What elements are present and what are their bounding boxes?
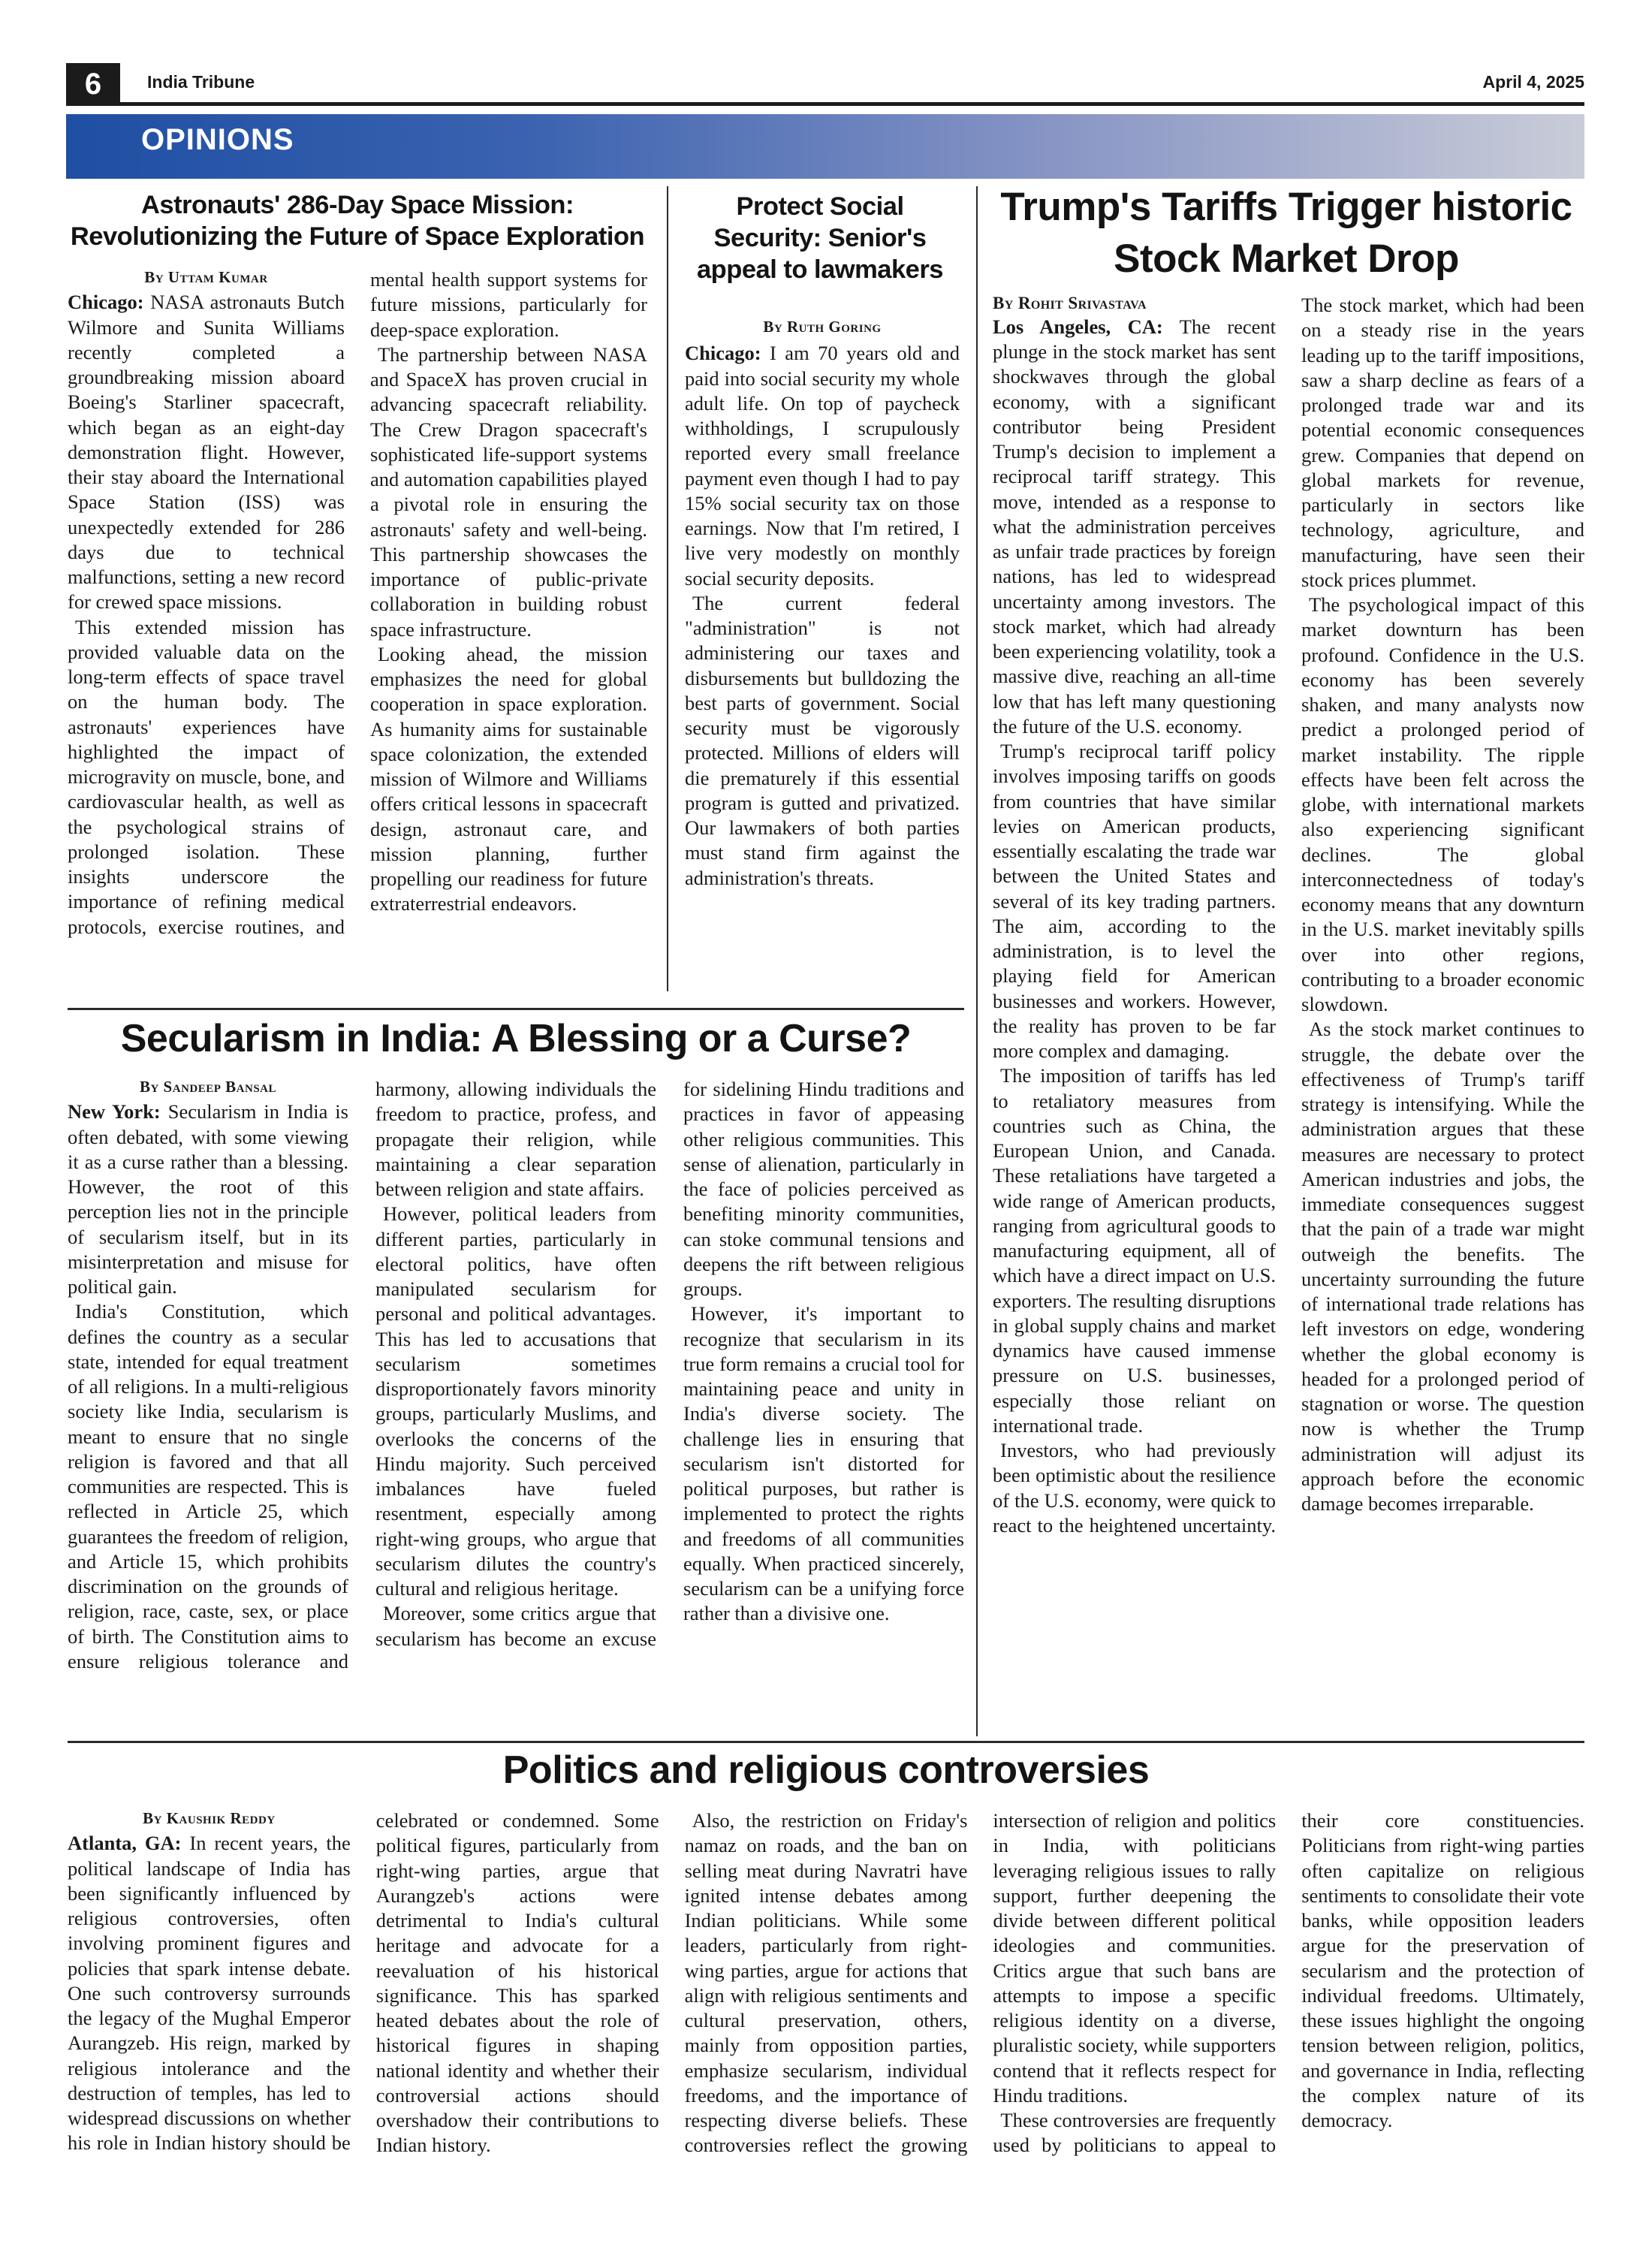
politics-dateline: Atlanta, GA:: [68, 1832, 182, 1855]
social-security-paragraph: Chicago: I am 70 years old and paid into social security my whole adult life. On top of paycheck withholdings, I scrupulously reported every small freelance payment even though I had to pay 15% social security tax on those earnings. Now that I'm retired, I live very modestly on monthly social security deposits.: [685, 342, 960, 590]
politics-paragraph: Atlanta, GA: In recent years, the political landscape of India has been significantly influenced by religious controversies, often involving prominent figures and policies that spark intense debate. One such controversy surrounds the legacy of the Mughal Emperor Aurangzeb. His reign, marked by religious intolerance and the destruction of temples, has led to widespread discussions on whether his role in Indian history should be celebrated or condemned. Some political figures, particularly from right-wing parties, argue that Aurangzeb's actions were detrimental to India's cultural heritage and advocate for a reevaluation of his historical significance. This has sparked heated debates about the role of historical figures in shaping national identity and whether their controversial actions should overshadow their contributions to Indian history.: [68, 1809, 659, 2157]
secularism-headline: Secularism in India: A Blessing or a Curse?: [120, 1017, 912, 1060]
section-divider: [68, 1741, 1584, 1743]
secularism-paragraph: Moreover, some critics argue that secularism has become an excuse for sidelining Hindu traditions and practices in favor of appeasing other religious communities. This sense of alienation, particularly in the face of policies perceived as benefiting minority communities, can stoke communal tensions and deepens the rift between religious groups.: [375, 1078, 964, 1650]
tariffs-paragraph: The imposition of tariffs has led to retaliatory measures from countries such as China, the European Union, and Canada. These retaliations have targeted a wide range of American products, ranging from agricultural goods to manufacturing equipment, all of which have a direct impact on U.S. exporters. The resulting disruptions in global supply chains and market dynamics have caused immense pressure on U.S. businesses, especially those reliant on international trade.: [993, 1064, 1276, 1437]
astronauts-paragraph: Chicago: NASA astronauts Butch Wilmore and Sunita Williams recently completed a groundbreaking mission aboard Boeing's Starliner spacecraft, which began as an eight-day demonstration flight. However, their stay aboard the International Space Station (ISS) was unexpectedly extended for 286 days due to technical malfunctions, setting a new record for crewed space missions.: [68, 291, 345, 614]
tariffs-body: [993, 293, 1584, 1720]
page-number: 6: [66, 63, 120, 105]
section-divider: [68, 1008, 964, 1010]
secularism-paragraph: India's Constitution, which defines the country as a secular state, intended for equal treatment of all religions. In a multi-religious society like India, secularism is meant to ensure that no single religion is favored and that all communities are respected. This is reflected in Article 25, which guarantees the freedom of religion, and Article 15, which prohibits discrimination on the grounds of religion, race, caste, sex, or place of birth. The Constitution aims to ensure religious tolerance and harmony, allowing individuals the freedom to practice, profess, and propagate their religion, while maintaining a clear separation between religion and state affairs.: [68, 1078, 656, 1672]
social-security-paragraph: The current federal "administration" is not administering our taxes and disbursements but bulldozing the best parts of government. Social security must be vigorously protected. Millions of elders will die prematurely if this essential program is gutted and privatized. Our lawmakers of both parties must stand firm against the administration's threats.: [685, 591, 960, 889]
tariffs-headline: Trump's Tariffs Trigger historic Stock Market Drop: [1000, 185, 1572, 281]
tariffs-paragraph: Trump's reciprocal tariff policy involves imposing tariffs on goods from countries that have similar levies on American products, essentially escalating the trade war between the United States and several of its key trading partners. The aim, according to the administration, is to level the playing field for American businesses and workers. However, the reality has proven to be far more complex and damaging.: [993, 740, 1276, 1063]
politics-headline: Politics and religious controversies: [502, 1748, 1150, 1792]
astronauts-paragraph: The partnership between NASA and SpaceX has proven crucial in advancing spacecraft reliability. The Crew Dragon spacecraft's sophisticated life-support systems and automation capabilities played a pivotal role in ensuring the astronauts' safety and well-being. This partnership showcases the importance of public-private collaboration in building robust space infrastructure.: [370, 342, 647, 641]
politics-paragraph: These controversies are frequently used by politicians to appeal to their core constituencies. Politicians from right-wing parties often capitalize on religious sentiments to consolidate their vote banks, while opposition leaders argue for the preservation of secularism and the protection of individual freedoms. Ultimately, these issues highlight the ongoing tension between religion, politics, and governance in India, reflecting the complex nature of its democracy.: [993, 1809, 1584, 2157]
column-divider: [667, 186, 668, 991]
astronauts-body: [68, 267, 647, 997]
secularism-body: [68, 1077, 964, 1727]
social-security-body: [685, 317, 960, 997]
social-security-byline: By Ruth Goring: [763, 318, 882, 336]
social-security-headline: Protect Social Security: Senior's appeal to lawmakers: [697, 192, 943, 285]
secularism-byline: By Sandeep Bansal: [139, 1078, 277, 1096]
secularism-dateline: New York:: [68, 1100, 161, 1123]
paper-name: India Tribune: [147, 72, 255, 92]
politics-byline: By Kaushik Reddy: [143, 1809, 276, 1827]
section-title: OPINIONS: [141, 123, 294, 156]
astronauts-dateline: Chicago:: [68, 291, 144, 314]
issue-date: April 4, 2025: [1482, 72, 1584, 92]
secularism-paragraph: However, political leaders from different parties, particularly in electoral politics, have often manipulated secularism for personal and political advantages. This has led to accusations that secularism sometimes disproportionately favors minority groups, particularly Muslims, and overlooks the concerns of the Hindu majority. Such perceived imbalances have fueled resentment, especially among right-wing groups, who argue that secularism dilutes the country's cultural and religious heritage.: [375, 1202, 656, 1600]
tariffs-paragraph: The psychological impact of this market downturn has been profound. Confidence in the U.S. economy has been severely shaken, and many analysts now predict a prolonged period of market instability. The ripple effects have been felt across the globe, with international markets also experiencing significant declines. The global interconnectedness of today's economy means that any downturn in the U.S. market inevitably spills over into other regions, contributing to a broader economic slowdown.: [1301, 593, 1584, 1015]
astronauts-byline: By Uttam Kumar: [144, 268, 268, 286]
tariffs-paragraph: Los Angeles, CA: The recent plunge in the stock market has sent shockwaves through the global economy, with a significant contributor being President Trump's decision to implement a reciprocal tariff strategy. This move, intended as a response to what the administration perceives as unfair trade practices by foreign nations, has led to widespread uncertainty among investors. The stock market, which had already been experiencing volatility, took a massive dive, reaching an all-time low that has left many questioning the future of the U.S. economy.: [993, 315, 1276, 737]
top-rule: [66, 102, 1584, 106]
secularism-paragraph: New York: Secularism in India is often debated, with some viewing it as a curse rather than a blessing. However, the root of this perception lies not in the principle of secularism itself, but in its misinterpretation and misuse for political gain.: [68, 1100, 348, 1298]
tariffs-byline: By Rohit Srivastava: [993, 294, 1147, 312]
secularism-paragraph: However, it's important to recognize that secularism in its true form remains a crucial tool for maintaining peace and unity in India's diverse society. The challenge lies in ensuring that secularism isn't distorted for political purposes, but rather is implemented to protect the rights and freedoms of all communities equally. When practiced sincerely, secularism can be a unifying force rather than a divisive one.: [683, 1302, 964, 1625]
politics-body: [68, 1808, 1584, 2229]
tariffs-paragraph: As the stock market continues to struggle, the debate over the effectiveness of Trump's tariff strategy is intensifying. While the administration argues that these measures are necessary to protect American industries and jobs, the immediate consequences suggest that the pain of a trade war might outweigh the benefits. The uncertainty surrounding the future of international trade relations has left investors on edge, wondering whether the global economy is headed for a prolonged period of stagnation or worse. The question now is whether the Trump administration will adjust its approach before the economic damage becomes irreparable.: [1301, 1018, 1584, 1515]
astronauts-paragraph: This extended mission has provided valuable data on the long-term effects of space travel on the human body. The astronauts' experiences have highlighted the impact of microgravity on muscle, bone, and cardiovascular health, as well as the psychological strains of prolonged isolation. These insights underscore the importance of refining medical protocols, exercise routines, and mental health support systems for future missions, particularly for deep-space exploration.: [68, 268, 647, 938]
social-security-dateline: Chicago:: [685, 342, 761, 365]
astronauts-headline: Astronauts' 286-Day Space Mission: Revolutionizing the Future of Space Exploration: [70, 191, 645, 252]
tariffs-dateline: Los Angeles, CA:: [993, 315, 1163, 338]
column-divider: [976, 186, 978, 1736]
astronauts-paragraph: Looking ahead, the mission emphasizes the need for global cooperation in space exploration. As humanity aims for sustainable space colonization, the extended mission of Wilmore and Williams offers critical lessons in spacecraft design, astronaut care, and mission planning, further propelling our readiness for future extraterrestrial endeavors.: [370, 642, 647, 915]
politics-paragraph: Also, the restriction on Friday's namaz on roads, and the ban on selling meat during Navratri have ignited intense debates among Indian politicians. While some leaders, particularly from right-wing parties, argue for actions that align with religious sentiments and cultural preservation, others, mainly from opposition parties, emphasize secularism, individual freedoms, and the importance of respecting diverse beliefs. These controversies reflect the growing intersection of religion and politics in India, with politicians leveraging religious issues to rally support, further deepening the divide between different political ideologies and communities. Critics argue that such bans are attempts to impose a specific religious identity on a diverse, pluralistic society, while supporters contend that it reflects respect for Hindu traditions.: [684, 1809, 1277, 2157]
tariffs-paragraph: Investors, who had previously been optimistic about the resilience of the U.S. economy, were quick to react to the heightened uncertainty. The stock market, which had been on a steady rise in the years leading up to the tariff impositions, saw a sharp decline as fears of a prolonged trade war and its potential economic consequences grew. Companies that depend on global markets for revenue, particularly in sectors like technology, agriculture, and manufacturing, have seen their stock prices plummet.: [993, 294, 1584, 1537]
